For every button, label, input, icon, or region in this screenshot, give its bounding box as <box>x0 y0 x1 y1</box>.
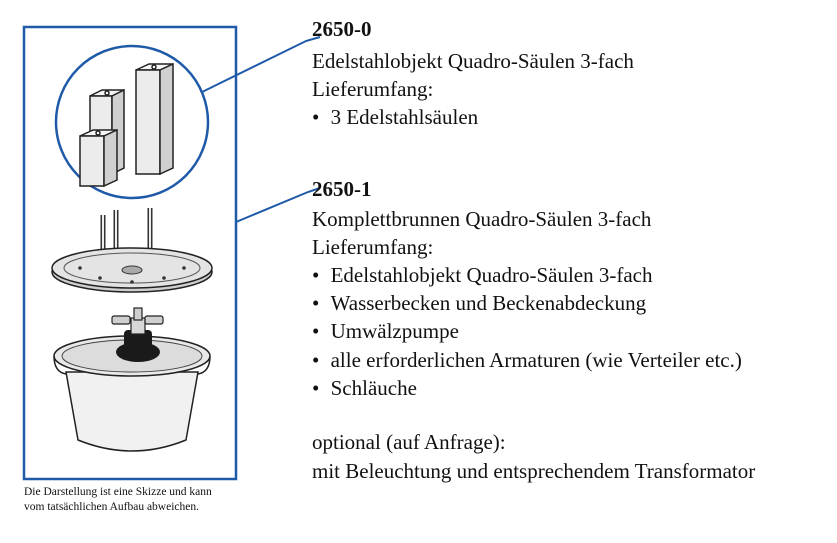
list-item <box>312 346 742 375</box>
caption-line-1: Die Darstellung ist eine Skizze und kann <box>24 486 212 498</box>
leader-line-2650-1 <box>236 188 320 222</box>
bullet: • <box>312 348 320 372</box>
column-tall <box>136 64 173 174</box>
disclaimer-caption <box>24 485 264 515</box>
bullet: • <box>312 105 320 129</box>
leader-line-2650-0 <box>198 37 320 94</box>
basin-cover <box>52 208 212 292</box>
list-item-text: Edelstahlobjekt Quadro-Säulen 3-fach <box>330 263 653 287</box>
bullet: • <box>312 263 320 287</box>
list-item-text: Wasserbecken und Beckenabdeckung <box>330 291 647 315</box>
list-item-text: Umwälzpumpe <box>330 319 459 343</box>
list-item <box>312 103 478 132</box>
scope-label-2650-1: Lieferumfang: <box>312 235 434 259</box>
optional-text: mit Beleuchtung und entsprechendem Transformator <box>312 459 756 483</box>
product-number-2650-0: 2650-0 <box>312 17 372 41</box>
list-item-text: alle erforderlichen Armaturen (wie Verteiler etc.) <box>330 348 742 372</box>
list-item-text: Schläuche <box>330 376 417 400</box>
bullet: • <box>312 376 320 400</box>
column-short <box>80 130 117 186</box>
list-item <box>312 289 646 318</box>
scope-label-2650-0: Lieferumfang: <box>312 77 434 101</box>
product-title-2650-0: Edelstahlobjekt Quadro-Säulen 3-fach <box>312 49 634 73</box>
circulation-pump <box>112 308 163 362</box>
steel-columns-inset <box>56 46 208 198</box>
product-title-2650-1: Komplettbrunnen Quadro-Säulen 3-fach <box>312 207 652 231</box>
optional-label: optional (auf Anfrage): <box>312 430 506 454</box>
bullet: • <box>312 319 320 343</box>
list-item <box>312 261 653 290</box>
product-number-2650-1: 2650-1 <box>312 177 372 201</box>
list-item <box>312 317 459 346</box>
list-item-text: 3 Edelstahlsäulen <box>330 105 479 129</box>
caption-line-2: vom tatsächlichen Aufbau abweichen. <box>24 501 199 513</box>
list-item <box>312 374 417 403</box>
bullet: • <box>312 291 320 315</box>
